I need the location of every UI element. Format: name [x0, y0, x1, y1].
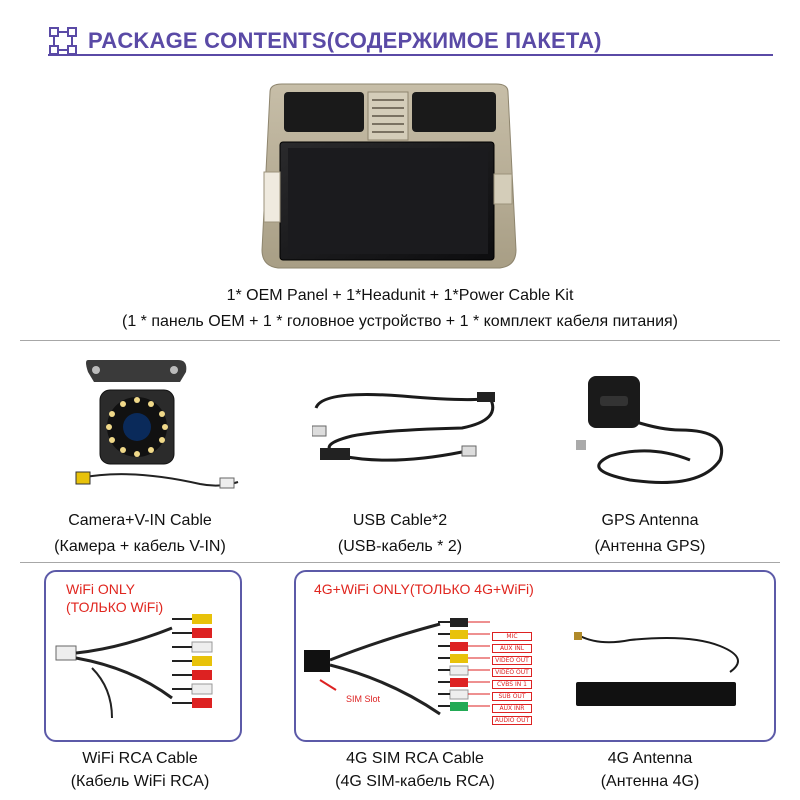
lte-antenna-image	[560, 626, 760, 726]
wifi-rca-cable-image	[52, 608, 236, 732]
cable-tag: VIDEO OUT	[492, 668, 532, 677]
gps-antenna-image	[570, 370, 750, 500]
lte-wifi-label: 4G+WiFi ONLY(ТОЛЬКО 4G+WiFi)	[314, 581, 534, 597]
usb-caption-en: USB Cable*2	[352, 512, 448, 529]
headunit-panel-image	[250, 82, 528, 274]
divider-top	[20, 340, 780, 341]
main-item-caption-ru: (1 * панель OEM + 1 * головное устройство + 1 * комплект кабеля питания)	[121, 313, 678, 330]
cable-tag: AUX INL	[492, 644, 532, 653]
sim-slot-label: SIM Slot	[346, 694, 381, 704]
wifi-only-label-ru: (ТОЛЬКО WiFi)	[66, 599, 164, 615]
section-header	[48, 24, 602, 58]
cable-tag-list	[492, 632, 532, 728]
camera-caption-ru: (Камера + кабель V-IN)	[54, 538, 226, 555]
cable-tag: SUB OUT	[492, 692, 532, 701]
lte-rca-caption-en: 4G SIM RCA Cable	[346, 750, 484, 767]
wifi-only-label: WiFi ONLY	[66, 581, 135, 597]
cable-tag: CVBS IN 1	[492, 680, 532, 689]
main-item-caption-en: 1* OEM Panel + 1*Headunit + 1*Power Cable Kit	[226, 287, 574, 304]
page-title: PACKAGE CONTENTS(СОДЕРЖИМОЕ ПАКЕТА)	[88, 28, 602, 53]
gps-caption-en: GPS Antenna	[601, 512, 699, 529]
cable-tag: AUX INR	[492, 704, 532, 713]
lte-antenna-caption-ru: (Антенна 4G)	[600, 773, 700, 790]
usb-caption-ru: (USB-кабель * 2)	[337, 538, 463, 555]
lte-rca-caption-ru: (4G SIM-кабель RCA)	[335, 773, 495, 790]
cable-tag: MIC	[492, 632, 532, 641]
lte-antenna-caption-en: 4G Antenna	[607, 750, 693, 767]
wifi-rca-caption-ru: (Кабель WiFi RCA)	[70, 773, 210, 790]
cable-tag: VIDEO OUT	[492, 656, 532, 665]
usb-cable-image	[312, 380, 502, 480]
camera-caption-en: Camera+V-IN Cable	[68, 512, 212, 529]
wifi-rca-caption-en: WiFi RCA Cable	[82, 750, 198, 767]
gps-caption-ru: (Антенна GPS)	[594, 538, 706, 555]
header-underline	[48, 54, 773, 56]
cable-tag: AUDIO OUT	[492, 716, 532, 725]
divider-bottom	[20, 562, 780, 563]
camera-image	[70, 350, 250, 500]
grid-bracket-icon	[48, 26, 78, 56]
